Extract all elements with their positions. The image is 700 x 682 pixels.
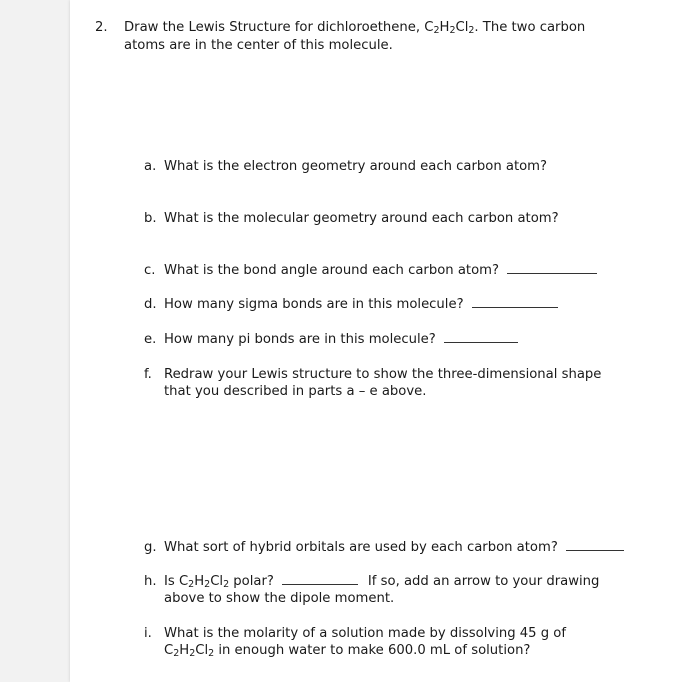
item-h-after: If so, add an arrow to your drawing [367, 574, 600, 589]
item-b-text: What is the molecular geometry around each carbon atom? [164, 211, 559, 226]
item-c-letter: c. [144, 263, 156, 278]
item-d-text: How many sigma bonds are in this molecule? [164, 297, 464, 312]
item-i-text: C [164, 643, 174, 658]
subscript: 2 [204, 579, 211, 590]
prompt-line-2: atoms are in the center of this molecule. [124, 37, 393, 53]
item-g [164, 539, 624, 557]
item-a-text: What is the electron geometry around each carbon atom? [164, 159, 548, 174]
item-e [164, 331, 518, 349]
item-f-line-2: that you described in parts a – e above. [164, 384, 427, 399]
subscript: 2 [449, 25, 456, 36]
item-i-line-1: What is the molarity of a solution made by dissolving 45 g of [164, 626, 567, 641]
subscript: 2 [189, 648, 196, 659]
item-g-text: What sort of hybrid orbitals are used by each carbon atom? [164, 540, 558, 555]
item-h-text: Cl [210, 574, 224, 589]
question-prompt [124, 19, 585, 54]
subscript: 2 [468, 25, 475, 36]
answer-blank-c[interactable] [507, 272, 597, 274]
item-h-text: Is C [164, 574, 189, 589]
item-a-letter: a. [144, 159, 157, 174]
prompt-text: Cl [455, 20, 469, 35]
item-e-letter: e. [144, 332, 157, 347]
item-i-text: in enough water to make 600.0 mL of solution? [214, 643, 531, 658]
question-number: 2. [95, 20, 108, 35]
item-g-letter: g. [144, 540, 157, 555]
subscript: 2 [208, 648, 215, 659]
item-f-letter: f. [144, 367, 152, 382]
answer-blank-h[interactable] [282, 583, 358, 585]
answer-blank-g[interactable] [566, 549, 624, 551]
item-c [164, 262, 597, 280]
subscript: 2 [188, 579, 195, 590]
subscript: 2 [173, 648, 180, 659]
item-b-letter: b. [144, 211, 157, 226]
item-i-text: Cl [195, 643, 209, 658]
item-h-text: polar? [229, 574, 274, 589]
item-h-line-2: above to show the dipole moment. [164, 591, 395, 606]
item-i-letter: i. [144, 626, 152, 641]
item-d-letter: d. [144, 297, 157, 312]
prompt-text: Draw the Lewis Structure for dichloroethene, C [124, 20, 434, 35]
item-h-text: H [194, 574, 205, 589]
item-c-text: What is the bond angle around each carbon atom? [164, 263, 500, 278]
item-h-letter: h. [144, 574, 157, 589]
answer-blank-d[interactable] [472, 306, 558, 308]
item-f-line-1: Redraw your Lewis structure to show the three-dimensional shape [164, 367, 602, 382]
item-d [164, 296, 558, 314]
subscript: 2 [433, 25, 440, 36]
item-e-text: How many pi bonds are in this molecule? [164, 332, 436, 347]
item-h-line-1 [164, 573, 599, 591]
subscript: 2 [223, 579, 230, 590]
item-i-text: H [179, 643, 190, 658]
item-i-line-2 [164, 642, 530, 660]
prompt-text: . The two carbon [474, 20, 586, 35]
answer-blank-e[interactable] [444, 341, 518, 343]
prompt-text: H [439, 20, 450, 35]
